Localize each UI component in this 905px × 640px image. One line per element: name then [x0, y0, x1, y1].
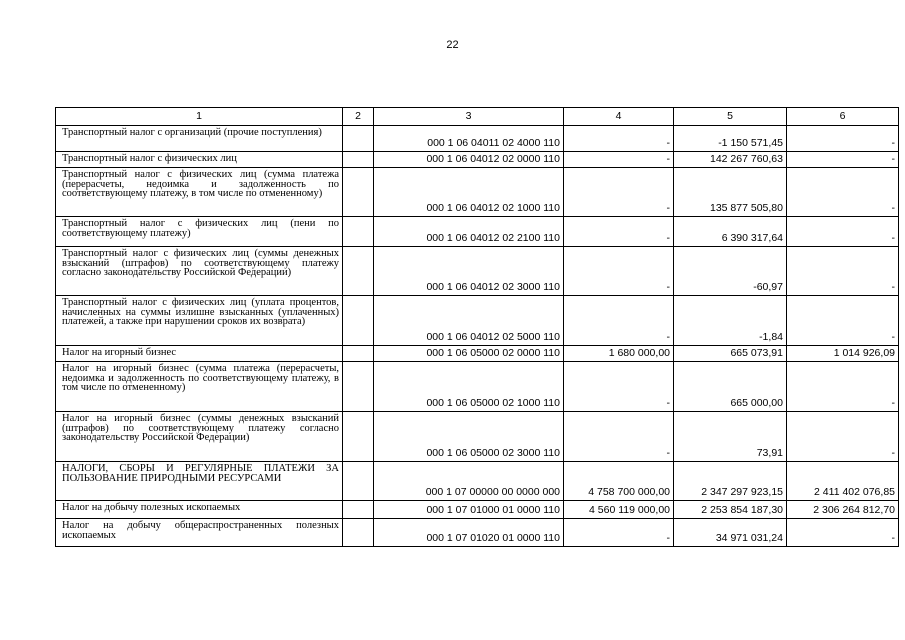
table-row [56, 462, 899, 501]
column-header-1: 1 [56, 108, 343, 126]
row-code: 000 1 06 04012 02 2100 110 [374, 217, 564, 247]
row-col4: 1 680 000,00 [564, 346, 674, 362]
row-col2 [343, 412, 374, 462]
row-col2 [343, 501, 374, 519]
row-col4: - [564, 168, 674, 217]
table-header-row [56, 108, 899, 126]
row-col4: - [564, 519, 674, 547]
row-name: Транспортный налог с физических лиц (пени по соответствующему платежу) [56, 217, 343, 247]
row-col5: -60,97 [674, 247, 787, 296]
table-row [56, 126, 899, 152]
table-row [56, 346, 899, 362]
row-name: Налог на игорный бизнес (суммы денежных взысканий (штрафов) по соответствующему платежу согласно законодательству Российской Федерации) [56, 412, 343, 462]
row-col2 [343, 152, 374, 168]
table-row [56, 412, 899, 462]
row-col6: - [787, 296, 899, 346]
row-col5: 2 253 854 187,30 [674, 501, 787, 519]
row-col4: - [564, 296, 674, 346]
row-col2 [343, 126, 374, 152]
row-name: Транспортный налог с физических лиц [56, 152, 343, 168]
row-name: НАЛОГИ, СБОРЫ И РЕГУЛЯРНЫЕ ПЛАТЕЖИ ЗА ПОЛЬЗОВАНИЕ ПРИРОДНЫМИ РЕСУРСАМИ [56, 462, 343, 501]
row-code: 000 1 06 05000 02 3000 110 [374, 412, 564, 462]
page-number: 22 [446, 39, 459, 51]
row-col6: - [787, 247, 899, 296]
row-code: 000 1 07 01000 01 0000 110 [374, 501, 564, 519]
table-row [56, 501, 899, 519]
table-row [56, 519, 899, 547]
row-col2 [343, 296, 374, 346]
row-name: Налог на добычу полезных ископаемых [56, 501, 343, 519]
row-col5: 34 971 031,24 [674, 519, 787, 547]
row-name: Налог на игорный бизнес [56, 346, 343, 362]
row-col2 [343, 247, 374, 296]
row-col5: 73,91 [674, 412, 787, 462]
row-col2 [343, 519, 374, 547]
column-header-4: 4 [564, 108, 674, 126]
row-code: 000 1 07 00000 00 0000 000 [374, 462, 564, 501]
row-name: Транспортный налог с организаций (прочие поступления) [56, 126, 343, 152]
table-row [56, 168, 899, 217]
row-code: 000 1 06 04011 02 4000 110 [374, 126, 564, 152]
row-col5: 665 000,00 [674, 362, 787, 412]
table-row [56, 296, 899, 346]
row-col4: - [564, 362, 674, 412]
row-col2 [343, 346, 374, 362]
row-col4: 4 758 700 000,00 [564, 462, 674, 501]
column-header-2: 2 [343, 108, 374, 126]
row-col6: - [787, 362, 899, 412]
row-col4: - [564, 247, 674, 296]
column-header-3: 3 [374, 108, 564, 126]
row-col2 [343, 168, 374, 217]
row-col2 [343, 217, 374, 247]
table-row [56, 247, 899, 296]
row-col4: 4 560 119 000,00 [564, 501, 674, 519]
row-code: 000 1 06 04012 02 1000 110 [374, 168, 564, 217]
row-name: Транспортный налог с физических лиц (суммы денежных взысканий (штрафов) по соответствующему платежу согласно законодательству Российской Федерации) [56, 247, 343, 296]
row-col4: - [564, 126, 674, 152]
row-col5: 142 267 760,63 [674, 152, 787, 168]
row-col5: 665 073,91 [674, 346, 787, 362]
row-code: 000 1 06 04012 02 5000 110 [374, 296, 564, 346]
row-col6: - [787, 519, 899, 547]
row-code: 000 1 06 05000 02 0000 110 [374, 346, 564, 362]
row-name: Транспортный налог с физических лиц (сумма платежа (перерасчеты, недоимка и задолженность по соответствующему платежу, в том числе по отмененному) [56, 168, 343, 217]
table-row [56, 217, 899, 247]
row-col6: - [787, 168, 899, 217]
row-col2 [343, 462, 374, 501]
row-name: Налог на добычу общераспространенных полезных ископаемых [56, 519, 343, 547]
row-code: 000 1 06 04012 02 3000 110 [374, 247, 564, 296]
row-col6: - [787, 126, 899, 152]
row-col6: 2 306 264 812,70 [787, 501, 899, 519]
row-col6: - [787, 412, 899, 462]
column-header-5: 5 [674, 108, 787, 126]
row-col6: - [787, 152, 899, 168]
row-code: 000 1 06 05000 02 1000 110 [374, 362, 564, 412]
row-col6: 1 014 926,09 [787, 346, 899, 362]
report-table [55, 107, 899, 547]
row-name: Налог на игорный бизнес (сумма платежа (перерасчеты, недоимка и задолженность по соответствующему платежу, в том числе по отмененному) [56, 362, 343, 412]
row-name: Транспортный налог с физических лиц (уплата процентов, начисленных на суммы излишне взысканных (уплаченных) платежей, а также при нарушении сроков их возврата) [56, 296, 343, 346]
row-code: 000 1 06 04012 02 0000 110 [374, 152, 564, 168]
row-col6: 2 411 402 076,85 [787, 462, 899, 501]
row-col4: - [564, 217, 674, 247]
row-col5: 2 347 297 923,15 [674, 462, 787, 501]
table-row [56, 152, 899, 168]
row-col5: 6 390 317,64 [674, 217, 787, 247]
row-col2 [343, 362, 374, 412]
row-col5: -1,84 [674, 296, 787, 346]
row-col4: - [564, 412, 674, 462]
table-row [56, 362, 899, 412]
row-col5: 135 877 505,80 [674, 168, 787, 217]
row-col6: - [787, 217, 899, 247]
row-code: 000 1 07 01020 01 0000 110 [374, 519, 564, 547]
column-header-6: 6 [787, 108, 899, 126]
row-col4: - [564, 152, 674, 168]
row-col5: -1 150 571,45 [674, 126, 787, 152]
